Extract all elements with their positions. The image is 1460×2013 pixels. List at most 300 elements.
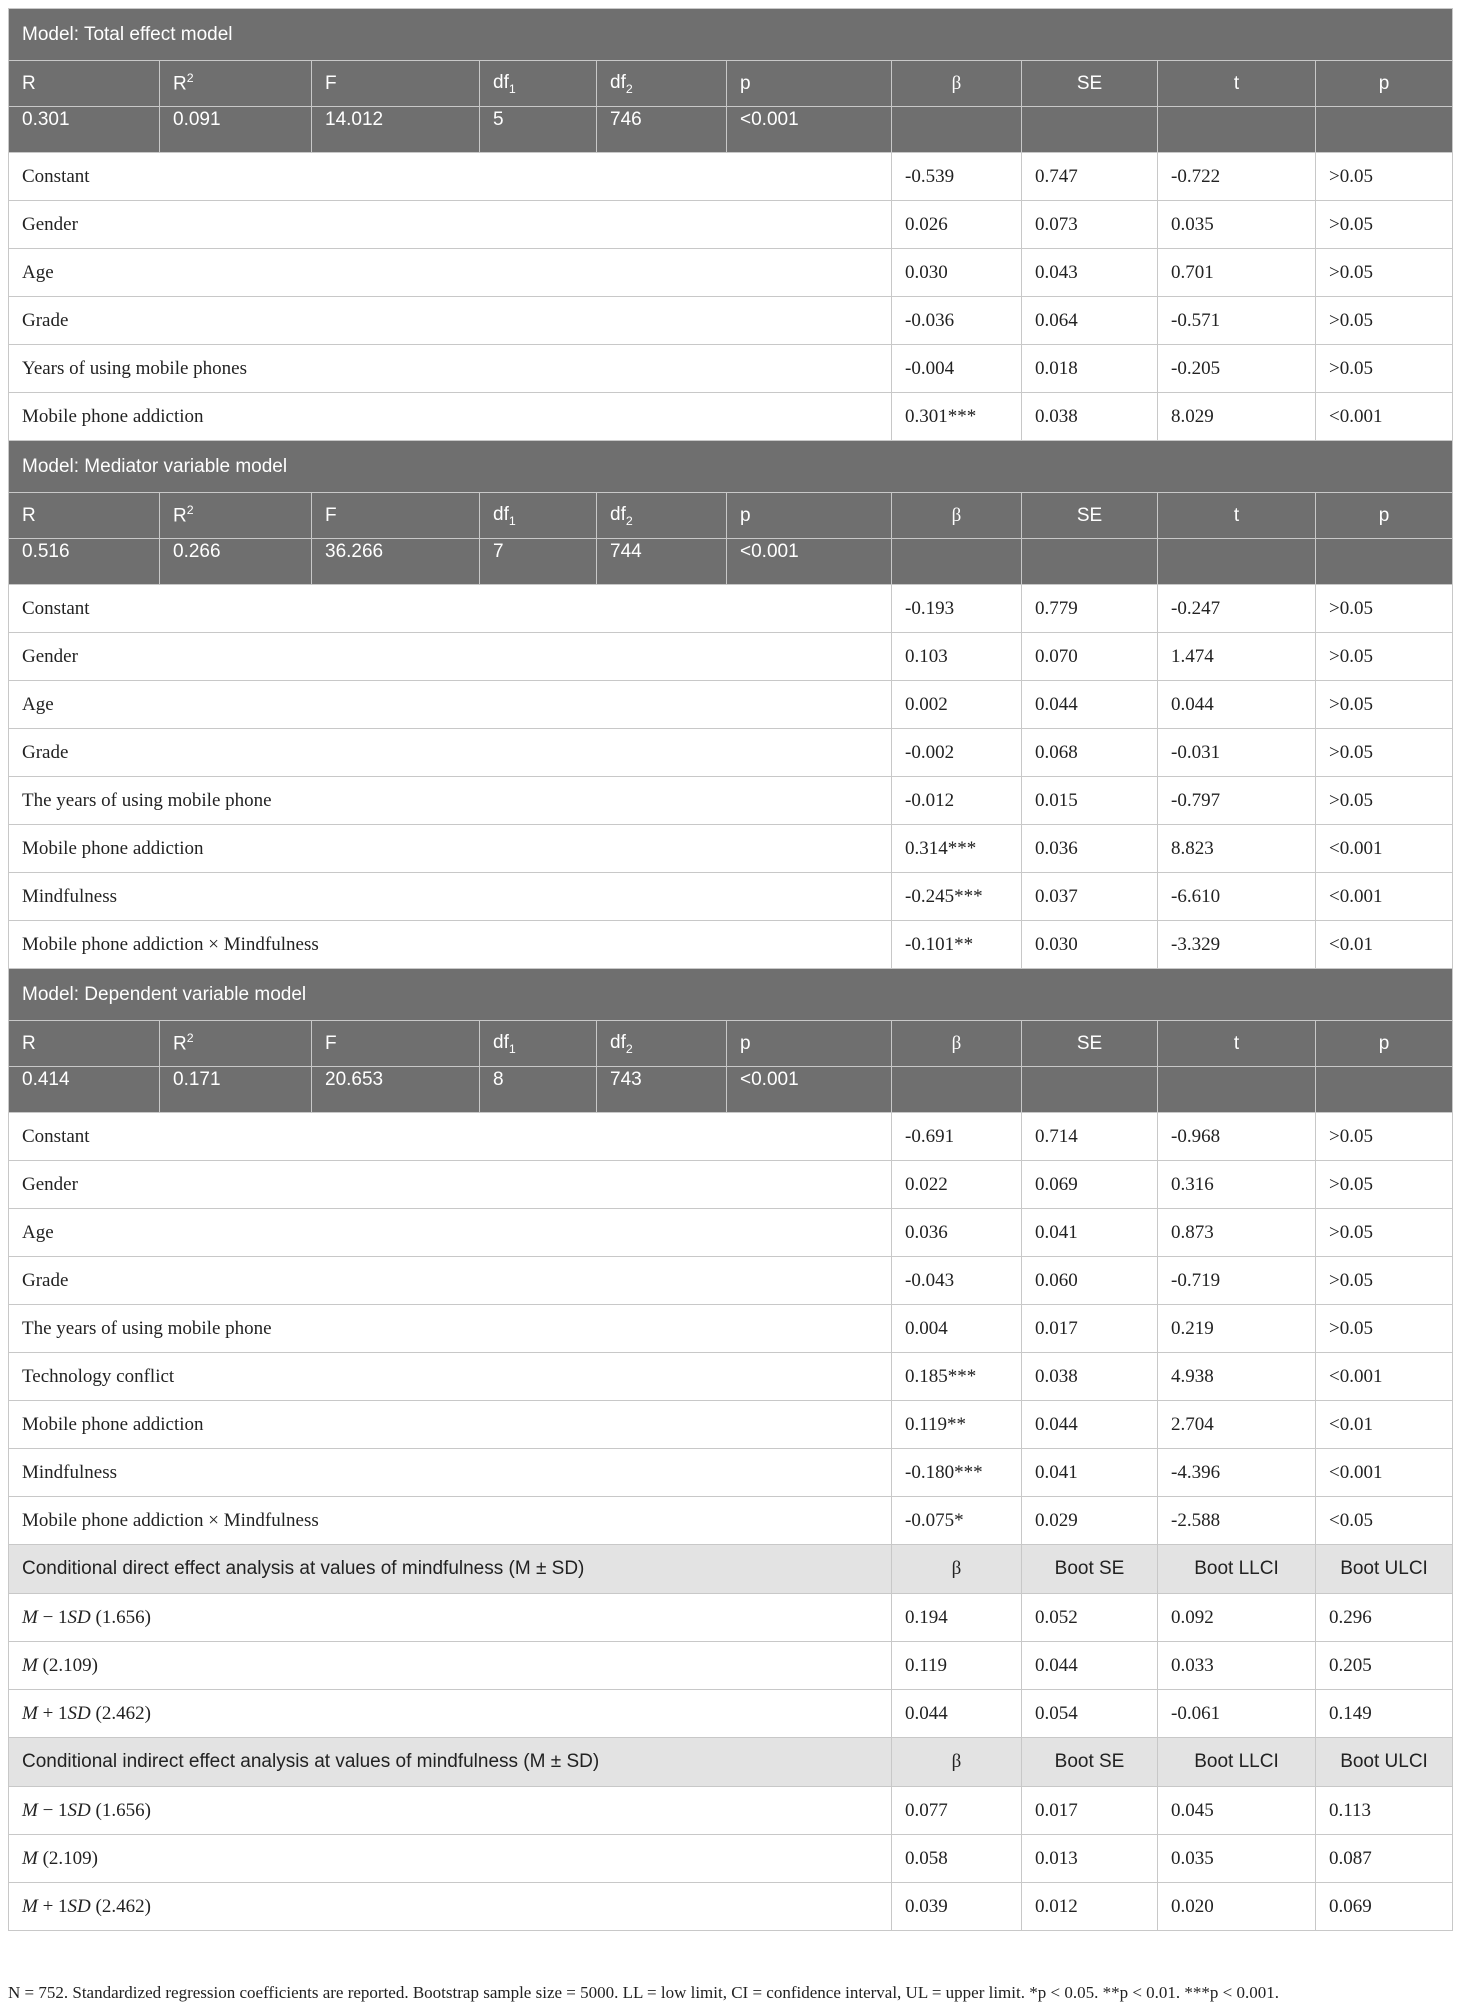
- t-cell: -0.571: [1158, 297, 1316, 345]
- se-cell: 0.044: [1022, 1401, 1158, 1449]
- model-stat-header-row: [9, 1021, 1453, 1067]
- empty-cell: [1022, 539, 1158, 585]
- table-row: [9, 297, 1453, 345]
- row-label: [9, 1690, 892, 1738]
- beta-cell: 0.002: [892, 681, 1022, 729]
- empty-cell: [1316, 539, 1453, 585]
- stat-header-index: 1: [508, 513, 516, 528]
- empty-cell: [1022, 1067, 1158, 1113]
- table-row: [9, 825, 1453, 873]
- model-stat-header-row: [9, 493, 1453, 539]
- stat-header-index: 1: [508, 1041, 516, 1056]
- se-cell: 0.068: [1022, 729, 1158, 777]
- beta-cell: 0.039: [892, 1883, 1022, 1931]
- moderator-mean: M: [22, 1606, 38, 1628]
- beta-cell: 0.119: [892, 1642, 1022, 1690]
- table-row: [9, 153, 1453, 201]
- stat-header-f: [312, 1021, 480, 1067]
- empty-cell: [1316, 107, 1453, 153]
- model-title: Model: Mediator variable model: [9, 441, 1453, 493]
- stat-header-df2: [597, 1021, 727, 1067]
- row-label: The years of using mobile phone: [9, 1305, 892, 1353]
- beta-cell: 0.103: [892, 633, 1022, 681]
- empty-cell: [1158, 1067, 1316, 1113]
- stat-header-index: 2: [186, 71, 194, 86]
- t-cell: -0.797: [1158, 777, 1316, 825]
- row-label: Constant: [9, 153, 892, 201]
- row-label: Age: [9, 249, 892, 297]
- llci-cell: 0.033: [1158, 1642, 1316, 1690]
- se-cell: 0.015: [1022, 777, 1158, 825]
- moderator-mean: M: [22, 1702, 38, 1724]
- stat-header-index: 2: [186, 503, 194, 518]
- row-label: Mobile phone addiction: [9, 393, 892, 441]
- coef-header-p: p: [1316, 493, 1453, 539]
- se-cell: 0.044: [1022, 681, 1158, 729]
- se-cell: 0.018: [1022, 345, 1158, 393]
- stat-header-label: df: [493, 71, 509, 93]
- table-row: [9, 1594, 1453, 1642]
- beta-cell: -0.036: [892, 297, 1022, 345]
- model-title-row: [9, 969, 1453, 1021]
- row-label: Gender: [9, 201, 892, 249]
- t-cell: 0.219: [1158, 1305, 1316, 1353]
- stat-header-index: 2: [186, 1031, 194, 1046]
- row-label: Constant: [9, 585, 892, 633]
- p-cell: >0.05: [1316, 1305, 1453, 1353]
- ulci-cell: 0.113: [1316, 1787, 1453, 1835]
- table-row: [9, 777, 1453, 825]
- ulci-cell: 0.205: [1316, 1642, 1453, 1690]
- beta-cell: -0.043: [892, 1257, 1022, 1305]
- stat-header-label: F: [325, 1032, 337, 1054]
- beta-cell: 0.194: [892, 1594, 1022, 1642]
- beta-cell: -0.193: [892, 585, 1022, 633]
- beta-cell: 0.004: [892, 1305, 1022, 1353]
- p-cell: <0.001: [1316, 873, 1453, 921]
- conditional-header-se: Boot SE: [1022, 1738, 1158, 1787]
- t-cell: 2.704: [1158, 1401, 1316, 1449]
- coef-header-t: t: [1158, 493, 1316, 539]
- regression-table-body: [9, 9, 1453, 1931]
- stat-header-label: p: [740, 504, 751, 526]
- p-cell: <0.001: [1316, 393, 1453, 441]
- model-title-row: [9, 9, 1453, 61]
- stat-header-label: df: [493, 503, 509, 525]
- moderator-value: (2.462): [90, 1895, 151, 1917]
- table-row: [9, 1787, 1453, 1835]
- coef-header-p: p: [1316, 61, 1453, 107]
- se-cell: 0.714: [1022, 1113, 1158, 1161]
- empty-cell: [892, 107, 1022, 153]
- p-cell: >0.05: [1316, 777, 1453, 825]
- p-cell: >0.05: [1316, 1113, 1453, 1161]
- beta-cell: -0.004: [892, 345, 1022, 393]
- stat-value-f: 14.012: [312, 107, 480, 153]
- t-cell: -2.588: [1158, 1497, 1316, 1545]
- table-footnote: N = 752. Standardized regression coefficients are reported. Bootstrap sample size = 5000. LL = low limit, CI = confidence interval, UL = upper limit. *p < 0.05. **p < 0.01. ***p < 0.001.: [8, 1983, 1279, 2002]
- se-cell: 0.779: [1022, 585, 1158, 633]
- stat-header-index: 2: [625, 81, 633, 96]
- stat-header-label: R: [22, 504, 36, 526]
- llci-cell: 0.020: [1158, 1883, 1316, 1931]
- stat-header-r-squared: [160, 1021, 312, 1067]
- table-row: [9, 249, 1453, 297]
- t-cell: -0.205: [1158, 345, 1316, 393]
- se-cell: 0.054: [1022, 1690, 1158, 1738]
- se-cell: 0.037: [1022, 873, 1158, 921]
- stat-value-p: <0.001: [727, 539, 892, 585]
- stat-value-df1: 7: [480, 539, 597, 585]
- stat-header-f: [312, 493, 480, 539]
- se-cell: 0.060: [1022, 1257, 1158, 1305]
- empty-cell: [1158, 107, 1316, 153]
- se-cell: 0.030: [1022, 921, 1158, 969]
- coef-header-beta: β: [892, 1021, 1022, 1067]
- stat-value-f: 20.653: [312, 1067, 480, 1113]
- t-cell: -6.610: [1158, 873, 1316, 921]
- moderator-mean: M: [22, 1799, 38, 1821]
- stat-header-label: R: [173, 73, 187, 95]
- stat-header-df1: [480, 61, 597, 107]
- model-stat-value-row: [9, 539, 1453, 585]
- stat-value-p: <0.001: [727, 1067, 892, 1113]
- table-row: [9, 1305, 1453, 1353]
- se-cell: 0.041: [1022, 1449, 1158, 1497]
- row-label: Mindfulness: [9, 1449, 892, 1497]
- t-cell: 0.044: [1158, 681, 1316, 729]
- beta-cell: 0.044: [892, 1690, 1022, 1738]
- table-row: [9, 1161, 1453, 1209]
- stat-value-r: 0.301: [9, 107, 160, 153]
- row-label: Grade: [9, 1257, 892, 1305]
- t-cell: -0.719: [1158, 1257, 1316, 1305]
- conditional-header-ulci: Boot ULCI: [1316, 1738, 1453, 1787]
- row-label: Age: [9, 1209, 892, 1257]
- stat-header-p: [727, 1021, 892, 1067]
- llci-cell: 0.035: [1158, 1835, 1316, 1883]
- beta-cell: 0.077: [892, 1787, 1022, 1835]
- p-cell: >0.05: [1316, 729, 1453, 777]
- moderator-mean: M: [22, 1847, 38, 1869]
- llci-cell: 0.045: [1158, 1787, 1316, 1835]
- conditional-header-se: Boot SE: [1022, 1545, 1158, 1594]
- row-label: Age: [9, 681, 892, 729]
- se-cell: 0.069: [1022, 1161, 1158, 1209]
- table-row: [9, 681, 1453, 729]
- table-row: [9, 1401, 1453, 1449]
- moderator-sd: SD: [67, 1702, 91, 1724]
- t-cell: 0.873: [1158, 1209, 1316, 1257]
- ulci-cell: 0.149: [1316, 1690, 1453, 1738]
- row-label: Gender: [9, 633, 892, 681]
- t-cell: -0.031: [1158, 729, 1316, 777]
- model-stat-value-row: [9, 1067, 1453, 1113]
- stat-value-r: 0.516: [9, 539, 160, 585]
- moderator-value: (2.109): [37, 1847, 98, 1869]
- stat-value-df2: 746: [597, 107, 727, 153]
- se-cell: 0.041: [1022, 1209, 1158, 1257]
- stat-header-df2: [597, 493, 727, 539]
- conditional-header-row: [9, 1738, 1453, 1787]
- coef-header-se: SE: [1022, 61, 1158, 107]
- row-label: Grade: [9, 729, 892, 777]
- moderator-operator: − 1: [37, 1799, 68, 1821]
- t-cell: -0.968: [1158, 1113, 1316, 1161]
- table-row: [9, 1209, 1453, 1257]
- moderator-mean: M: [22, 1654, 38, 1676]
- empty-cell: [1316, 1067, 1453, 1113]
- table-row: [9, 1449, 1453, 1497]
- se-cell: 0.013: [1022, 1835, 1158, 1883]
- moderator-operator: − 1: [37, 1606, 68, 1628]
- stat-header-r: [9, 1021, 160, 1067]
- p-cell: <0.001: [1316, 825, 1453, 873]
- p-cell: <0.01: [1316, 1401, 1453, 1449]
- row-label: Gender: [9, 1161, 892, 1209]
- se-cell: 0.747: [1022, 153, 1158, 201]
- row-label: Technology conflict: [9, 1353, 892, 1401]
- stat-header-label: df: [610, 503, 626, 525]
- moderator-sd: SD: [67, 1606, 91, 1628]
- empty-cell: [1158, 539, 1316, 585]
- conditional-title: Conditional indirect effect analysis at values of mindfulness (M ± SD): [9, 1738, 892, 1787]
- beta-cell: 0.185***: [892, 1353, 1022, 1401]
- moderator-sd: SD: [67, 1799, 91, 1821]
- model-stat-header-row: [9, 61, 1453, 107]
- llci-cell: 0.092: [1158, 1594, 1316, 1642]
- beta-cell: -0.101**: [892, 921, 1022, 969]
- moderator-value: (1.656): [90, 1606, 151, 1628]
- beta-cell: 0.030: [892, 249, 1022, 297]
- beta-cell: 0.026: [892, 201, 1022, 249]
- se-cell: 0.070: [1022, 633, 1158, 681]
- table-row: [9, 1835, 1453, 1883]
- t-cell: -3.329: [1158, 921, 1316, 969]
- se-cell: 0.043: [1022, 249, 1158, 297]
- t-cell: 8.823: [1158, 825, 1316, 873]
- stat-value-df1: 8: [480, 1067, 597, 1113]
- p-cell: >0.05: [1316, 345, 1453, 393]
- p-cell: >0.05: [1316, 681, 1453, 729]
- p-cell: <0.05: [1316, 1497, 1453, 1545]
- table-row: [9, 201, 1453, 249]
- stat-header-label: df: [610, 1031, 626, 1053]
- table-row: [9, 729, 1453, 777]
- se-cell: 0.044: [1022, 1642, 1158, 1690]
- stat-header-r-squared: [160, 61, 312, 107]
- regression-table: [8, 8, 1453, 1931]
- beta-cell: 0.119**: [892, 1401, 1022, 1449]
- beta-cell: 0.314***: [892, 825, 1022, 873]
- stat-header-label: F: [325, 72, 337, 94]
- se-cell: 0.052: [1022, 1594, 1158, 1642]
- row-label: The years of using mobile phone: [9, 777, 892, 825]
- ulci-cell: 0.296: [1316, 1594, 1453, 1642]
- t-cell: 8.029: [1158, 393, 1316, 441]
- row-label: Constant: [9, 1113, 892, 1161]
- table-row: [9, 873, 1453, 921]
- t-cell: 1.474: [1158, 633, 1316, 681]
- se-cell: 0.017: [1022, 1305, 1158, 1353]
- row-label: [9, 1787, 892, 1835]
- stat-header-index: 2: [625, 513, 633, 528]
- conditional-header-row: [9, 1545, 1453, 1594]
- p-cell: <0.001: [1316, 1449, 1453, 1497]
- stat-header-label: df: [610, 71, 626, 93]
- coef-header-se: SE: [1022, 1021, 1158, 1067]
- coef-header-se: SE: [1022, 493, 1158, 539]
- table-row: [9, 1113, 1453, 1161]
- stat-value-r-squared: 0.266: [160, 539, 312, 585]
- stat-header-label: p: [740, 72, 751, 94]
- empty-cell: [1022, 107, 1158, 153]
- stat-header-df1: [480, 493, 597, 539]
- t-cell: -0.247: [1158, 585, 1316, 633]
- table-row: [9, 1353, 1453, 1401]
- row-label: [9, 1835, 892, 1883]
- stat-header-index: 2: [625, 1041, 633, 1056]
- moderator-operator: + 1: [37, 1895, 68, 1917]
- stat-header-f: [312, 61, 480, 107]
- row-label: [9, 1642, 892, 1690]
- stat-header-label: p: [740, 1032, 751, 1054]
- stat-header-df2: [597, 61, 727, 107]
- row-label: Mobile phone addiction: [9, 825, 892, 873]
- p-cell: >0.05: [1316, 1257, 1453, 1305]
- se-cell: 0.038: [1022, 393, 1158, 441]
- se-cell: 0.073: [1022, 201, 1158, 249]
- moderator-value: (2.462): [90, 1702, 151, 1724]
- ulci-cell: 0.069: [1316, 1883, 1453, 1931]
- t-cell: -0.722: [1158, 153, 1316, 201]
- t-cell: 0.035: [1158, 201, 1316, 249]
- conditional-header-llci: Boot LLCI: [1158, 1738, 1316, 1787]
- conditional-header-llci: Boot LLCI: [1158, 1545, 1316, 1594]
- stat-value-df1: 5: [480, 107, 597, 153]
- empty-cell: [892, 539, 1022, 585]
- empty-cell: [892, 1067, 1022, 1113]
- p-cell: >0.05: [1316, 1209, 1453, 1257]
- coef-header-t: t: [1158, 61, 1316, 107]
- table-row: [9, 921, 1453, 969]
- beta-cell: -0.691: [892, 1113, 1022, 1161]
- moderator-value: (1.656): [90, 1799, 151, 1821]
- stat-value-p: <0.001: [727, 107, 892, 153]
- beta-cell: -0.245***: [892, 873, 1022, 921]
- table-row: [9, 585, 1453, 633]
- t-cell: 0.701: [1158, 249, 1316, 297]
- p-cell: >0.05: [1316, 297, 1453, 345]
- model-title: Model: Total effect model: [9, 9, 1453, 61]
- coef-header-p: p: [1316, 1021, 1453, 1067]
- moderator-operator: + 1: [37, 1702, 68, 1724]
- stat-header-label: R: [173, 505, 187, 527]
- row-label: Mobile phone addiction: [9, 1401, 892, 1449]
- row-label: Mobile phone addiction × Mindfulness: [9, 1497, 892, 1545]
- moderator-sd: SD: [67, 1895, 91, 1917]
- conditional-header-beta: β: [892, 1738, 1022, 1787]
- p-cell: >0.05: [1316, 201, 1453, 249]
- table-row: [9, 1497, 1453, 1545]
- model-stat-value-row: [9, 107, 1453, 153]
- coef-header-beta: β: [892, 61, 1022, 107]
- beta-cell: -0.539: [892, 153, 1022, 201]
- row-label: [9, 1883, 892, 1931]
- t-cell: 4.938: [1158, 1353, 1316, 1401]
- beta-cell: -0.002: [892, 729, 1022, 777]
- stat-value-f: 36.266: [312, 539, 480, 585]
- p-cell: >0.05: [1316, 249, 1453, 297]
- row-label: Mindfulness: [9, 873, 892, 921]
- row-label: Grade: [9, 297, 892, 345]
- model-title-row: [9, 441, 1453, 493]
- moderator-mean: M: [22, 1895, 38, 1917]
- table-row: [9, 1642, 1453, 1690]
- llci-cell: -0.061: [1158, 1690, 1316, 1738]
- model-title: Model: Dependent variable model: [9, 969, 1453, 1021]
- p-cell: <0.01: [1316, 921, 1453, 969]
- stat-header-label: R: [22, 72, 36, 94]
- row-label: Years of using mobile phones: [9, 345, 892, 393]
- ulci-cell: 0.087: [1316, 1835, 1453, 1883]
- stat-value-r-squared: 0.171: [160, 1067, 312, 1113]
- table-row: [9, 393, 1453, 441]
- p-cell: >0.05: [1316, 153, 1453, 201]
- stat-header-df1: [480, 1021, 597, 1067]
- beta-cell: -0.012: [892, 777, 1022, 825]
- p-cell: >0.05: [1316, 1161, 1453, 1209]
- stat-header-p: [727, 493, 892, 539]
- stat-header-label: F: [325, 504, 337, 526]
- p-cell: >0.05: [1316, 585, 1453, 633]
- t-cell: 0.316: [1158, 1161, 1316, 1209]
- stat-header-label: R: [173, 1033, 187, 1055]
- table-row: [9, 1883, 1453, 1931]
- stat-header-r: [9, 493, 160, 539]
- stat-header-r: [9, 61, 160, 107]
- moderator-value: (2.109): [37, 1654, 98, 1676]
- se-cell: 0.064: [1022, 297, 1158, 345]
- p-cell: <0.001: [1316, 1353, 1453, 1401]
- beta-cell: 0.058: [892, 1835, 1022, 1883]
- stat-header-r-squared: [160, 493, 312, 539]
- table-row: [9, 345, 1453, 393]
- t-cell: -4.396: [1158, 1449, 1316, 1497]
- beta-cell: -0.075*: [892, 1497, 1022, 1545]
- stat-value-r-squared: 0.091: [160, 107, 312, 153]
- coef-header-t: t: [1158, 1021, 1316, 1067]
- se-cell: 0.038: [1022, 1353, 1158, 1401]
- stat-header-p: [727, 61, 892, 107]
- stat-value-df2: 744: [597, 539, 727, 585]
- conditional-header-beta: β: [892, 1545, 1022, 1594]
- se-cell: 0.012: [1022, 1883, 1158, 1931]
- stat-header-index: 1: [508, 81, 516, 96]
- beta-cell: 0.036: [892, 1209, 1022, 1257]
- beta-cell: 0.022: [892, 1161, 1022, 1209]
- table-row: [9, 1257, 1453, 1305]
- stat-value-r: 0.414: [9, 1067, 160, 1113]
- p-cell: >0.05: [1316, 633, 1453, 681]
- conditional-header-ulci: Boot ULCI: [1316, 1545, 1453, 1594]
- row-label: [9, 1594, 892, 1642]
- conditional-title: Conditional direct effect analysis at values of mindfulness (M ± SD): [9, 1545, 892, 1594]
- se-cell: 0.029: [1022, 1497, 1158, 1545]
- beta-cell: -0.180***: [892, 1449, 1022, 1497]
- table-row: [9, 633, 1453, 681]
- se-cell: 0.036: [1022, 825, 1158, 873]
